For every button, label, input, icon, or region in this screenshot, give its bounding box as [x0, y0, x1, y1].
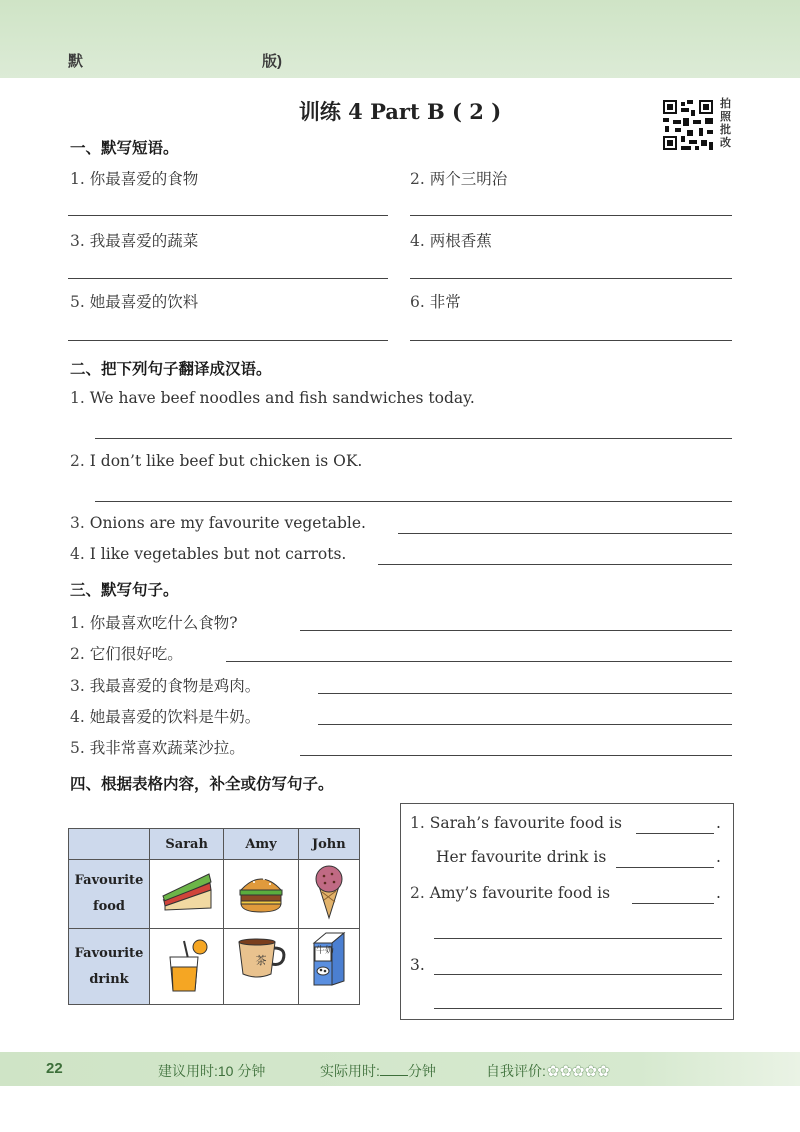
page-number: 22	[46, 1060, 63, 1077]
table-corner	[69, 829, 150, 860]
burger-image	[224, 860, 298, 929]
answer-line[interactable]	[616, 867, 714, 868]
phrase-item: 2. 两个三明治	[410, 170, 508, 188]
qr-label: 拍照批改	[720, 98, 731, 149]
section-3-heading: 三、默写句子。	[70, 582, 179, 599]
table-header-amy: Amy	[224, 829, 298, 860]
header-left-text: 默	[68, 53, 84, 70]
box-question-3: 3.	[410, 956, 425, 974]
answer-line[interactable]	[434, 974, 722, 975]
header-right-text: 版)	[262, 53, 282, 70]
milk-label: 牛奶	[315, 946, 334, 956]
phrase-item: 4. 两根香蕉	[410, 232, 492, 250]
sandwich-image	[150, 860, 224, 929]
box-question-1a: 1. Sarah’s favourite food is	[410, 814, 622, 832]
burger-icon	[236, 870, 286, 914]
answer-line[interactable]	[378, 564, 732, 565]
qr-code-icon[interactable]	[661, 98, 715, 152]
rating-stars[interactable]: ✿✿✿✿✿	[546, 1063, 610, 1080]
page-title: 训练 4 Part B ( 2 )	[298, 99, 502, 124]
sandwich-icon	[159, 870, 215, 914]
header-band	[0, 0, 800, 78]
answer-line[interactable]	[300, 755, 732, 756]
actual-time: 实际用时: 分钟	[320, 1063, 436, 1079]
phrase-item: 5. 她最喜爱的饮料	[70, 293, 199, 311]
phrase-item: 1. 你最喜爱的食物	[70, 170, 199, 188]
sentence-item: 2. 它们很好吃。	[70, 645, 183, 663]
answer-line[interactable]	[410, 340, 732, 341]
answer-line[interactable]	[300, 630, 732, 631]
section-4-heading: 四、根据表格内容，补全或仿写句子。	[70, 776, 334, 793]
row-header-drink: Favourite drink	[69, 929, 150, 1005]
sentence-item: 4. I like vegetables but not carrots.	[70, 545, 347, 563]
sentence-item: 1. We have beef noodles and fish sandwiches today.	[70, 389, 475, 407]
answer-line[interactable]	[95, 438, 732, 439]
favourites-table	[68, 828, 360, 1005]
answer-line[interactable]	[318, 724, 732, 725]
period: .	[716, 884, 721, 902]
section-1-heading: 一、默写短语。	[70, 140, 179, 157]
sentence-item: 4. 她最喜爱的饮料是牛奶。	[70, 708, 261, 726]
answer-line[interactable]	[434, 938, 722, 939]
sentence-item: 3. 我最喜爱的食物是鸡肉。	[70, 677, 261, 695]
answer-line[interactable]	[68, 340, 388, 341]
answer-line[interactable]	[398, 533, 732, 534]
answer-line[interactable]	[318, 693, 732, 694]
answer-line[interactable]	[68, 278, 388, 279]
table-header-john: John	[298, 829, 359, 860]
sentence-item: 5. 我非常喜欢蔬菜沙拉。	[70, 739, 245, 757]
tea-image	[224, 929, 298, 1005]
period: .	[716, 848, 721, 866]
box-question-1b: Her favourite drink is	[436, 848, 607, 866]
section-2-heading: 二、把下列句子翻译成汉语。	[70, 361, 272, 378]
box-question-2: 2. Amy’s favourite food is	[410, 884, 611, 902]
orange-juice-icon	[162, 937, 212, 993]
sentence-item: 1. 你最喜欢吃什么食物?	[70, 614, 238, 632]
milk-image	[298, 929, 359, 1005]
answer-line[interactable]	[434, 1008, 722, 1009]
answer-box	[400, 803, 734, 1020]
orange-juice-image	[150, 929, 224, 1005]
phrase-item: 3. 我最喜爱的蔬菜	[70, 232, 199, 250]
table-header-sarah: Sarah	[150, 829, 224, 860]
answer-line[interactable]	[68, 215, 388, 216]
tea-label: 茶	[255, 953, 267, 967]
ice-cream-icon	[309, 864, 349, 920]
answer-line[interactable]	[632, 903, 714, 904]
phrase-item: 6. 非常	[410, 293, 461, 311]
milk-carton-icon	[306, 929, 352, 987]
answer-line[interactable]	[226, 661, 732, 662]
row-header-food: Favourite food	[69, 860, 150, 929]
period: .	[716, 814, 721, 832]
suggested-time: 建议用时:10 分钟	[158, 1063, 266, 1079]
sentence-item: 2. I don’t like beef but chicken is OK.	[70, 452, 363, 470]
answer-line[interactable]	[410, 278, 732, 279]
self-evaluation: 自我评价:✿✿✿✿✿	[486, 1063, 610, 1080]
sentence-item: 3. Onions are my favourite vegetable.	[70, 514, 366, 532]
answer-line[interactable]	[410, 215, 732, 216]
ice-cream-image	[298, 860, 359, 929]
answer-line[interactable]	[95, 501, 732, 502]
answer-line[interactable]	[636, 833, 714, 834]
